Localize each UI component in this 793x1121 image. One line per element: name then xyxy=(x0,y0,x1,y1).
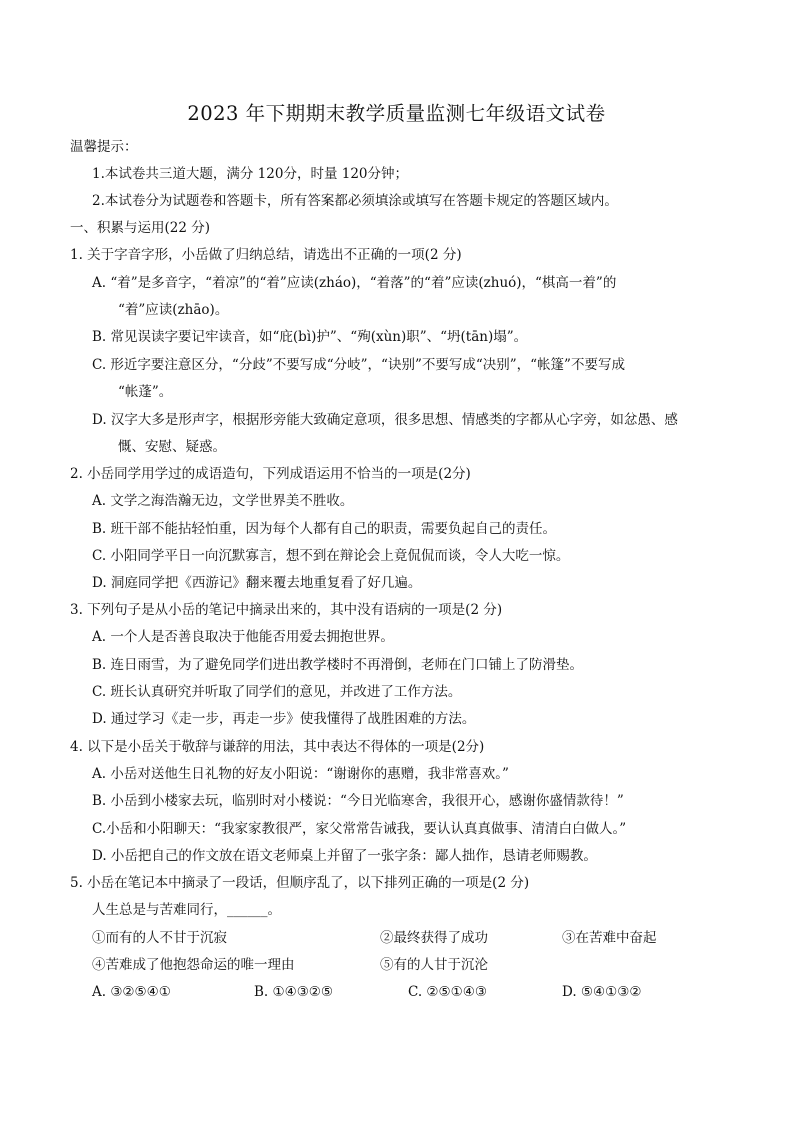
question-stem: 2. 小岳同学用学过的成语造句，下列成语运用不恰当的一项是(2分) xyxy=(70,466,471,482)
option-b: B. 班干部不能拈轻怕重，因为每个人都有自己的职责，需要负起自己的责任。 xyxy=(92,521,557,537)
option-a: A. 一个人是否善良取决于他能否用爱去拥抱世界。 xyxy=(92,629,394,645)
option-d: D. 洞庭同学把《西游记》翻来覆去地重复看了好几遍。 xyxy=(92,575,422,591)
sentence-item: ⑤有的人甘于沉沦 xyxy=(380,957,488,973)
choice-b: B. ①④③②⑤ xyxy=(254,984,334,1000)
tip-item: 2.本试卷分为试题卷和答题卡，所有答案都必须填涂或填写在答题卡规定的答题区域内。 xyxy=(92,193,618,209)
question-stem: 3. 下列句子是从小岳的笔记中摘录出来的，其中没有语病的一项是(2 分) xyxy=(70,602,503,618)
sentence-item: ④苦难成了他抱怨命运的唯一理由 xyxy=(92,957,295,973)
option-b: B. 连日雨雪，为了避免同学们进出教学楼时不再滑倒，老师在门口铺上了防滑垫。 xyxy=(92,657,584,673)
question-stem: 5. 小岳在笔记本中摘录了一段话，但顺序乱了，以下排列正确的一项是(2 分) xyxy=(70,875,530,891)
option-d: D. 汉字大多是形声字，根据形旁能大致确定意项，很多思想、情感类的字都从心字旁，如忿愚、感 xyxy=(92,412,678,428)
exam-title: 2023 年下期期末教学质量监测七年级语文试卷 xyxy=(187,102,606,125)
question-stem: 4. 以下是小岳关于敬辞与谦辞的用法，其中表达不得体的一项是(2分) xyxy=(70,739,485,755)
option-c-cont: “帐蓬”。 xyxy=(118,384,173,400)
choice-c: C. ②⑤①④③ xyxy=(408,984,487,1000)
section-heading: 一、积累与运用(22 分) xyxy=(70,220,211,236)
option-b: B. 小岳到小楼家去玩，临别时对小楼说：“今日光临寒舍，我很开心，感谢你盛情款待！” xyxy=(92,793,624,809)
option-d: D. 通过学习《走一步，再走一步》使我懂得了战胜困难的方法。 xyxy=(92,711,476,727)
option-a-cont: “着”应读(zhāo)。 xyxy=(118,302,229,318)
option-a: A. 文学之海浩瀚无边，文学世界美不胜收。 xyxy=(92,493,354,509)
option-a: A. “着”是多音字，“着凉”的“着”应读(zháo)，“着落”的“着”应读(zhuó)，“棋高一着”的 xyxy=(92,275,617,291)
sentence-item: ③在苦难中奋起 xyxy=(562,930,657,946)
tip-item: 1.本试卷共三道大题，满分 120分，时量 120分钟； xyxy=(92,166,408,182)
option-c: C. 班长认真研究并听取了同学们的意见，并改进了工作方法。 xyxy=(92,684,462,700)
tips-heading: 温馨提示： xyxy=(70,139,138,155)
question-stem: 1. 关于字音字形，小岳做了归纳总结，请选出不正确的一项(2 分) xyxy=(70,247,462,263)
choice-d: D. ⑤④①③② xyxy=(562,984,642,1000)
option-c: C.小岳和小阳聊天：“我家家教很严，家父常常告诫我，要认认真真做事、清清白白做人。” xyxy=(92,821,627,837)
sentence-item: ②最终获得了成功 xyxy=(380,930,488,946)
option-c: C. 小阳同学平日一向沉默寡言，想不到在辩论会上竟侃侃而谈，令人大吃一惊。 xyxy=(92,548,570,564)
fill-sentence: 人生总是与苦难同行，______。 xyxy=(92,902,281,918)
choice-a: A. ③②⑤④① xyxy=(92,984,171,1000)
option-c: C. 形近字要注意区分，“分歧”不要写成“分岐”，“诀别”不要写成“决别”，“帐篷”不要写成 xyxy=(92,357,625,373)
option-b: B. 常见误读字要记牢读音，如“庇(bì)护”、“殉(xùn)职”、“坍(tān)塌”。 xyxy=(92,329,528,345)
option-d-cont: 慨、安慰、疑惑。 xyxy=(118,439,226,455)
option-d: D. 小岳把自己的作文放在语文老师桌上并留了一张字条：鄙人拙作，恳请老师赐教。 xyxy=(92,848,597,864)
sentence-item: ①而有的人不甘于沉寂 xyxy=(92,930,227,946)
option-a: A. 小岳对送他生日礼物的好友小阳说：“谢谢你的惠赠，我非常喜欢。” xyxy=(92,766,509,782)
